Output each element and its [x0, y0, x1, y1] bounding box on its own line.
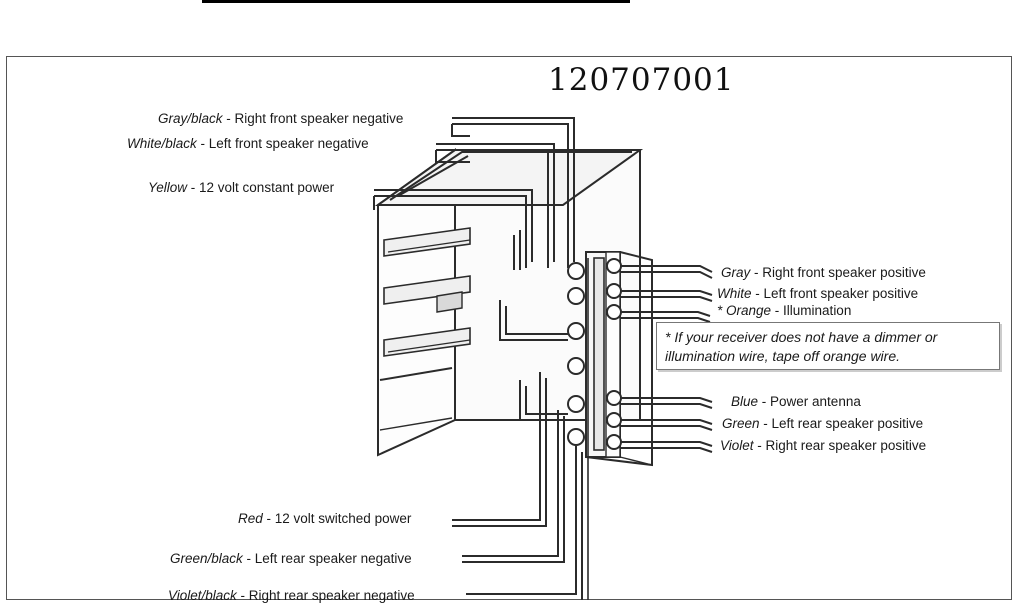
label-gray-color: Gray — [721, 265, 751, 280]
label-gray-black-desc: - Right front speaker negative — [222, 111, 404, 126]
label-red — [238, 511, 411, 526]
label-white-color: White — [717, 286, 752, 301]
label-green-desc: - Left rear speaker positive — [759, 416, 924, 431]
label-white — [717, 286, 918, 301]
label-yellow-color: Yellow — [148, 180, 188, 195]
label-gray — [721, 265, 926, 280]
label-violet-black-desc: - Right rear speaker negative — [236, 588, 415, 603]
label-green-black — [170, 551, 412, 566]
label-gray-black — [158, 111, 403, 126]
illumination-note: * If your receiver does not have a dimmer or illumination wire, tape off orange wire. — [656, 322, 1000, 370]
label-blue-color: Blue — [731, 394, 759, 409]
label-green-black-color: Green/black — [170, 551, 243, 566]
label-green-black-desc: - Left rear speaker negative — [242, 551, 412, 566]
label-red-color: Red — [238, 511, 263, 526]
label-orange-color: * Orange — [717, 303, 772, 318]
label-gray-black-color: Gray/black — [158, 111, 223, 126]
label-yellow — [148, 180, 334, 195]
label-violet — [720, 438, 926, 453]
label-red-desc: - 12 volt switched power — [262, 511, 412, 526]
label-green — [722, 416, 923, 431]
label-gray-desc: - Right front speaker positive — [750, 265, 926, 280]
label-white-black-desc: - Left front speaker negative — [196, 136, 369, 151]
label-blue-desc: - Power antenna — [758, 394, 861, 409]
label-white-black — [127, 136, 369, 151]
label-orange — [717, 303, 851, 318]
label-violet-black — [168, 588, 415, 603]
label-yellow-desc: - 12 volt constant power — [187, 180, 335, 195]
label-violet-color: Violet — [720, 438, 754, 453]
label-violet-desc: - Right rear speaker positive — [753, 438, 927, 453]
label-violet-black-color: Violet/black — [168, 588, 237, 603]
part-number-title: 120707001 — [548, 62, 735, 98]
label-white-desc: - Left front speaker positive — [751, 286, 919, 301]
label-green-color: Green — [722, 416, 760, 431]
label-orange-desc: - Illumination — [771, 303, 852, 318]
label-blue — [731, 394, 861, 409]
label-white-black-color: White/black — [127, 136, 197, 151]
